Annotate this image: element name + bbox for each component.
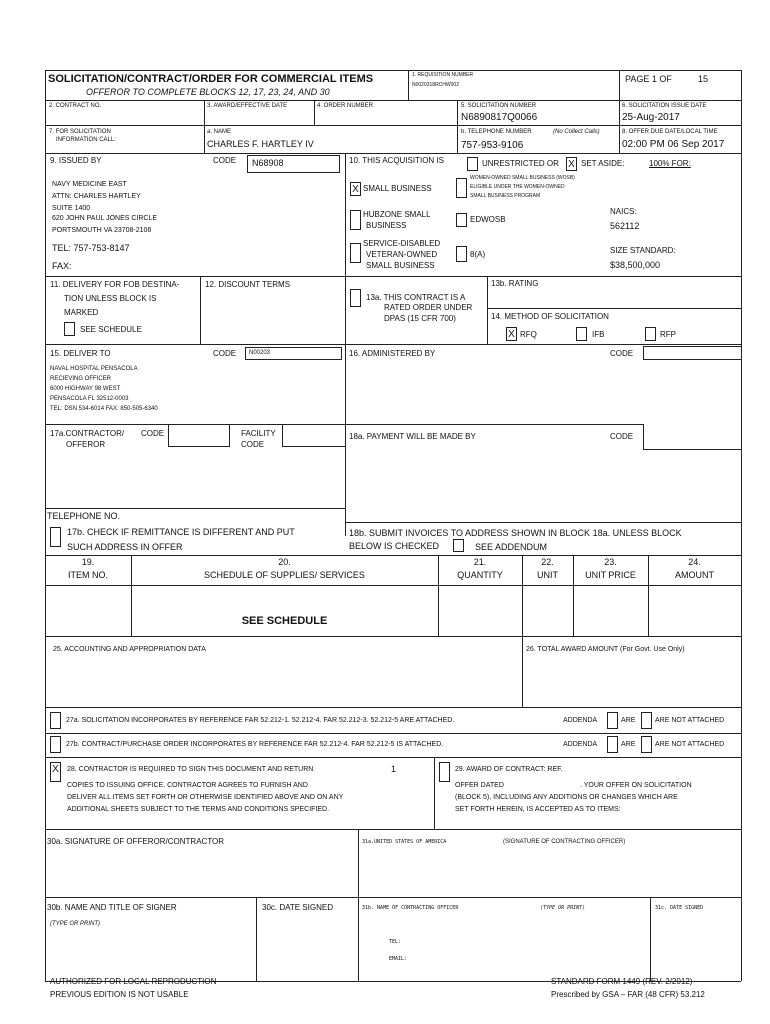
ifb-checkbox[interactable] xyxy=(576,327,587,341)
rfq-checkbox[interactable]: X xyxy=(506,327,517,341)
footer-standard-form: STANDARD FORM 1449 (REV. 2/2012) xyxy=(551,977,693,986)
eight-a-checkbox[interactable] xyxy=(456,246,467,262)
deliver-line: 6000 HIGHWAY 98 WEST xyxy=(50,386,121,392)
footer-previous-edition: PREVIOUS EDITION IS NOT USABLE xyxy=(50,990,189,999)
unrestricted-checkbox[interactable] xyxy=(467,157,478,171)
footer-prescribed-by: Prescribed by GSA – FAR (48 CFR) 53.212 xyxy=(551,990,705,999)
hubzone-label-1: HUBZONE SMALL xyxy=(363,210,431,219)
deliver-code-label: CODE xyxy=(213,349,237,358)
rfp-label: RFP xyxy=(660,330,676,339)
offeror-signature-label: 30a. SIGNATURE OF OFFEROR/CONTRACTOR xyxy=(47,837,225,846)
col-unit-num: 22. xyxy=(541,557,554,567)
co-signature-note: (SIGNATURE OF CONTRACTING OFFICER) xyxy=(503,839,626,845)
invoice-label-1: 18b. SUBMIT INVOICES TO ADDRESS SHOWN IN BLOCK 18a. UNLESS BLOCK xyxy=(349,528,682,538)
order-number-label: 4. ORDER NUMBER xyxy=(317,103,374,109)
solicitation-number-value: N6890817Q0066 xyxy=(461,112,538,123)
29-label-4: SET FORTH HEREIN, IS ACCEPTED AS TO ITEMS: xyxy=(455,806,621,813)
size-standard-value: $38,500,000 xyxy=(610,260,661,270)
28-copies: 1 xyxy=(391,764,397,774)
date-signed-label: 30c. DATE SIGNED xyxy=(262,903,333,912)
form-subtitle: OFFEROR TO COMPLETE BLOCKS 12, 17, 23, 24, AND 30 xyxy=(86,87,330,97)
contract-no-label: 2. CONTRACT NO. xyxy=(49,103,102,109)
27a-are: ARE xyxy=(621,717,636,724)
payment-code-label: CODE xyxy=(610,432,634,441)
issued-fax: FAX: xyxy=(52,261,72,271)
form-title: SOLICITATION/CONTRACT/ORDER FOR COMMERCIAL ITEMS xyxy=(48,73,374,85)
col-amount-num: 24. xyxy=(688,557,701,567)
wosb-label-2: ELIGIBLE UNDER THE WOMEN-OWNED xyxy=(470,184,565,190)
rfp-checkbox[interactable] xyxy=(645,327,656,341)
offer-due-value: 02:00 PM 06 Sep 2017 xyxy=(622,139,725,150)
facility-code-box xyxy=(282,425,345,447)
deliver-line: RECIEVING OFFICER xyxy=(50,376,112,382)
28-label-1: 28. CONTRACTOR IS REQUIRED TO SIGN THIS DOCUMENT AND RETURN xyxy=(67,766,314,773)
issued-tel: TEL: 757-753-8147 xyxy=(52,243,130,253)
rated-order-label-3: DPAS (15 CFR 700) xyxy=(384,314,456,323)
administered-code-label: CODE xyxy=(610,349,634,358)
naics-label: NAICS: xyxy=(610,207,637,216)
name-label: a. NAME xyxy=(207,129,232,135)
rating-label: 13b. RATING xyxy=(491,279,539,288)
eight-a-label: 8(A) xyxy=(470,250,486,259)
signer-name-label: 30b. NAME AND TITLE OF SIGNER xyxy=(47,903,177,912)
sdvosb-label-2: VETERAN-OWNED xyxy=(366,250,438,259)
28-label-2: COPIES TO ISSUING OFFICE. CONTRACTOR AGREES TO FURNISH AND xyxy=(67,782,308,789)
fob-see-schedule: SEE SCHEDULE xyxy=(80,325,142,334)
sdvosb-label-1: SERVICE-DISABLED xyxy=(363,239,441,248)
27b-label: 27b. CONTRACT/PURCHASE ORDER INCORPORATES BY REFERENCE FAR 52.212-4. FAR 52.212-5 IS ATTACHED. xyxy=(66,741,444,748)
issued-line: ATTN: CHARLES HARTLEY xyxy=(52,193,141,200)
telephone-no-label: TELEPHONE NO. xyxy=(47,511,121,521)
co-name-note: (TYPE OR PRINT) xyxy=(540,905,586,911)
27a-are-not: ARE NOT ATTACHED xyxy=(655,717,725,724)
rated-order-checkbox[interactable] xyxy=(350,289,361,307)
fob-label-3: MARKED xyxy=(64,308,99,317)
deliver-code-value: N00203 xyxy=(249,350,271,356)
col-quantity-num: 21. xyxy=(473,557,487,567)
issue-date-label: 6. SOLICITATION ISSUE DATE xyxy=(622,103,707,109)
28-label-3: DELIVER ALL ITEMS SET FORTH OR OTHERWISE IDENTIFIED ABOVE AND ON ANY xyxy=(67,794,344,801)
col-schedule-num: 20. xyxy=(278,557,291,567)
acquisition-label: 10. THIS ACQUISITION IS xyxy=(349,156,444,165)
27a-label: 27a. SOLICITATION INCORPORATES BY REFERENCE FAR 52.212-1. 52.212-4. FAR 52.212-3. 52.212-5 ARE ATTACHED. xyxy=(66,717,455,724)
see-schedule-text: SEE SCHEDULE xyxy=(241,615,328,627)
sdvosb-checkbox[interactable] xyxy=(350,243,361,263)
issue-date-value: 25-Aug-2017 xyxy=(622,112,680,123)
offer-due-label: 8. OFFER DUE DATE/LOCAL TIME xyxy=(622,129,718,135)
telephone-value: 757-953-9106 xyxy=(461,140,524,151)
fob-label-2: TION UNLESS BLOCK IS xyxy=(64,294,157,303)
hubzone-label-2: BUSINESS xyxy=(366,221,407,230)
28-checkbox[interactable]: X xyxy=(50,762,61,782)
addendum-checkbox[interactable] xyxy=(453,539,464,552)
requisition-label: 1. REQUISITION NUMBER xyxy=(412,72,474,78)
remittance-label-2: SUCH ADDRESS IN OFFER xyxy=(67,542,183,552)
contractor-code-label: CODE xyxy=(141,429,165,438)
col-unit: UNIT xyxy=(537,570,558,580)
invoice-label-2: BELOW IS CHECKED xyxy=(349,541,440,551)
footer-authorized: AUTHORIZED FOR LOCAL REPRODUCTION xyxy=(50,977,217,986)
issued-line: SUITE 1400 xyxy=(52,205,91,212)
issued-by-label: 9. ISSUED BY xyxy=(50,156,102,165)
set-aside-percent: 100% FOR: xyxy=(649,159,691,168)
signer-type-note: (TYPE OR PRINT) xyxy=(50,921,101,927)
27b-addenda: ADDENDA xyxy=(563,741,598,748)
method-label: 14. METHOD OF SOLICITATION xyxy=(491,312,609,321)
27b-are-checkbox[interactable] xyxy=(607,736,618,753)
27b-checkbox[interactable] xyxy=(50,736,61,753)
issued-code-value: N68908 xyxy=(252,158,284,168)
edwosb-label: EDWOSB xyxy=(470,215,506,224)
fob-checkbox[interactable] xyxy=(64,322,75,336)
page-label: PAGE 1 OF xyxy=(625,74,672,84)
wosb-label-3: SMALL BUSINESS PROGRAM xyxy=(470,193,541,199)
col-schedule: SCHEDULE OF SUPPLIES/ SERVICES xyxy=(204,570,365,580)
size-standard-label: SIZE STANDARD: xyxy=(610,246,676,255)
27b-are-not-checkbox[interactable] xyxy=(641,736,652,753)
col-item-no: ITEM NO. xyxy=(68,570,108,580)
total-award-label: 26. TOTAL AWARD AMOUNT (For Govt. Use Only) xyxy=(526,646,685,653)
administered-code-box xyxy=(643,346,741,360)
set-aside-label: SET ASIDE: xyxy=(581,159,625,168)
27a-addenda: ADDENDA xyxy=(563,717,598,724)
requisition-value: N0020318RCHW002 xyxy=(412,82,459,88)
wosb-checkbox[interactable] xyxy=(456,178,467,198)
deliver-line: NAVAL HOSPITAL PENSACOLA xyxy=(50,366,138,372)
accounting-label: 25. ACCOUNTING AND APPROPRIATION DATA xyxy=(53,646,206,653)
see-addendum-label: SEE ADDENDUM xyxy=(475,542,548,552)
info-call-label-2: INFORMATION CALL: xyxy=(56,137,116,143)
col-quantity: QUANTITY xyxy=(457,570,503,580)
27a-checkbox[interactable] xyxy=(50,712,61,729)
co-date-signed-label: 31c. DATE SIGNED xyxy=(655,905,704,911)
info-call-label-1: 7. FOR SOLICITATION xyxy=(49,129,111,135)
issued-line: NAVY MEDICINE EAST xyxy=(52,181,127,188)
payment-code-box xyxy=(643,424,741,450)
27a-are-checkbox[interactable] xyxy=(607,712,618,729)
rated-order-label-1: 13a. THIS CONTRACT IS A xyxy=(366,293,466,302)
27b-are-not: ARE NOT ATTACHED xyxy=(655,741,725,748)
page-total: 15 xyxy=(698,74,709,84)
29-label-1: 29. AWARD OF CONTRACT: REF. xyxy=(455,766,563,773)
payment-by-label: 18a. PAYMENT WILL BE MADE BY xyxy=(349,432,476,441)
deliver-line: TEL: DSN 534-6014 FAX: 850-505-6340 xyxy=(50,406,158,412)
deliver-line: PENSACOLA FL 32512-0003 xyxy=(50,396,129,402)
deliver-to-label: 15. DELIVER TO xyxy=(50,349,111,358)
29-label-2b: . YOUR OFFER ON SOLICITATION xyxy=(580,782,692,789)
contractor-code-box xyxy=(168,425,230,447)
rated-order-label-2: RATED ORDER UNDER xyxy=(384,303,473,312)
small-business-label: SMALL BUSINESS xyxy=(363,184,432,193)
28-label-4: ADDITIONAL SHEETS SUBJECT TO THE TERMS AND CONDITIONS SPECIFIED. xyxy=(67,806,330,813)
col-unit-price: UNIT PRICE xyxy=(585,570,636,580)
discount-terms-label: 12. DISCOUNT TERMS xyxy=(205,280,291,289)
set-aside-checkbox[interactable]: X xyxy=(566,157,577,171)
remittance-label-1: 17b. CHECK IF REMITTANCE IS DIFFERENT AND PUT xyxy=(67,527,295,537)
29-label-2: OFFER DATED xyxy=(455,782,504,789)
award-date-label: 3. AWARD/EFFECTIVE DATE xyxy=(207,103,288,109)
naics-value: 562112 xyxy=(610,221,640,231)
col-amount: AMOUNT xyxy=(675,570,714,580)
col-item-no-num: 19. xyxy=(81,557,95,567)
col-unit-price-num: 23. xyxy=(604,557,617,567)
hubzone-checkbox[interactable] xyxy=(350,210,361,230)
unrestricted-label: UNRESTRICTED OR xyxy=(482,159,559,168)
remittance-checkbox[interactable] xyxy=(50,527,61,547)
small-business-checkbox[interactable]: X xyxy=(350,182,361,196)
sdvosb-label-3: SMALL BUSINESS xyxy=(366,261,435,270)
no-collect-note: (No Collect Calls) xyxy=(553,129,600,135)
29-label-3: (BLOCK 5), INCLUDING ANY ADDITIONS OR CHANGES WHICH ARE xyxy=(455,794,678,801)
administered-by-label: 16. ADMINISTERED BY xyxy=(349,349,436,358)
co-email-label: EMAIL: xyxy=(389,956,408,962)
ifb-label: IFB xyxy=(592,330,605,339)
issued-code-label: CODE xyxy=(213,156,237,165)
issued-line: 620 JOHN PAUL JONES CIRCLE xyxy=(52,215,158,222)
contractor-label-1: 17a.CONTRACTOR/ xyxy=(50,429,125,438)
usa-signature-label: 31a.UNITED STATES OF AMERICA xyxy=(362,839,447,845)
edwosb-checkbox[interactable] xyxy=(456,213,467,227)
27b-are: ARE xyxy=(621,741,636,748)
co-tel-label: TEL: xyxy=(389,939,402,945)
co-name-label: 31b. NAME OF CONTRACTING OFFICER xyxy=(362,905,459,911)
fob-label-1: 11. DELIVERY FOR FOB DESTINA- xyxy=(50,280,180,289)
27a-are-not-checkbox[interactable] xyxy=(641,712,652,729)
facility-code-label: CODE xyxy=(241,440,265,449)
issued-line: PORTSMOUTH VA 23708-2106 xyxy=(52,227,152,234)
solicitation-number-label: 5. SOLICITATION NUMBER xyxy=(461,103,537,109)
rfq-label: RFQ xyxy=(520,330,537,339)
name-value: CHARLES F. HARTLEY IV xyxy=(207,139,314,149)
facility-label: FACILITY xyxy=(241,429,276,438)
telephone-label: b. TELEPHONE NUMBER xyxy=(461,129,532,135)
wosb-label-1: WOMEN-OWNED SMALL BUSINESS (WOSB) xyxy=(470,175,575,181)
29-checkbox[interactable] xyxy=(439,762,450,782)
contractor-label-2: OFFEROR xyxy=(66,440,106,449)
